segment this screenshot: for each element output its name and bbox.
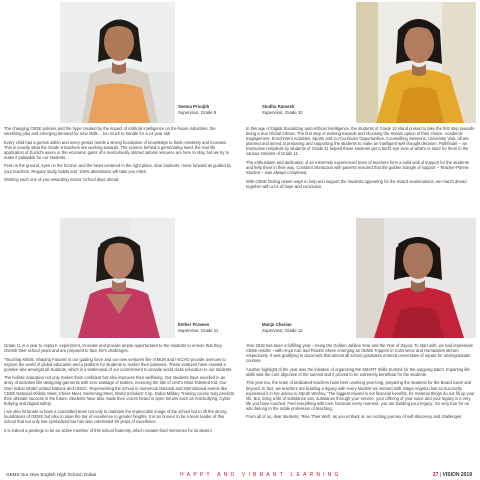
paragraph: I am also fortunate to have a committed team not only to maintain the impeccable image of the school but to lift the strong foundations of GEMS but also to raise the bar of excellence to greater heights. It is an honour to be a team leader of this school that not only has symbolized but has also celebrated 50 years of excellence. (4, 409, 227, 425)
paragraph: Every child has a genius within and every genius needs a strong foundation of knowledge to think creatively and innovate. This is exactly what the Grade 9 teachers are working towards. The science behind a germinating seed, the real life application of Euclid's axiom or the economic gains of a meticulously utilized natural resource are here to stay, but we try to make it palatable for our students. (4, 139, 230, 160)
profile-role: Supervisor, Grade 11 (178, 327, 219, 333)
photo-esther-praveen (60, 218, 175, 338)
page-footer (0, 468, 480, 480)
paragraph: The changing CBSE policies and the hype created by the impact of Artificial intelligence on the future industries, the vanishing jobs and emerging demand for new skills… too much to handle for a 14 year old! (4, 126, 216, 137)
profile-role: Supervisor, Grade 10 (262, 109, 303, 115)
profile-name: Seema Proojith (178, 104, 210, 109)
profile-name: Esther Praveen (178, 322, 210, 327)
paragraph: This year too, the team of dedicated teachers have been working year long, preparing the students for the Board exam and beyond. In fact, we teachers are building a legacy with every student we interact with. Maya Angelou has so succinctly expressed it in her advice to Oprah Winfrey, 'The biggest reward is not financial benefits, for material things do not fill up your life. But, living a life of substance can, substance through your service, your offering of your voice and your legacy is a very life you have touched. Feel everything with love, because every moment, you are building your legacy.' So very true for us who belong to the noble profession of teaching. (246, 380, 475, 411)
profile-name: Manju Cherian (262, 322, 292, 327)
photo-sindhu-ramesh (356, 2, 476, 123)
paragraph: Grade 11 is a year to explore, experiment, innovate and provide ample opportunities to the students to ensure that they cherish their school years and are prepared to face life's challenges. (4, 343, 222, 354)
grade11-text (4, 343, 234, 437)
footer-school-name: GEMS Our Own English High School, Dubai (6, 472, 97, 477)
paragraph: In this age of Digital Socializing and Artificial Intelligence, the students of Grade 10 stand poised to take the first step towards being a true Global Citizen. The first step of working towards and choosing the stream option of their choice. Academic Engagement, Enrichment Activities, Sports and Co-Curricular Opportunities, Counselling Sessions, University Visit, all are planned and aimed at preparing and supporting the students to make an intelligent well thought decision. Pathfinder – an Interactive Helpdesk by students of Grade 11 helped these students get a bird's eye view of what's in store for them in the various streams of Grade 11. (246, 126, 475, 157)
paragraph: The enthusiasm and dedication of an extremely experienced team of teachers form a solid wall of support for the students and help them in their way. Constant interaction with parents ensured that the golden triangle of support – Teacher-Parent-Student – was always completed. (246, 159, 470, 175)
paragraph: 'Touching Minds, Shaping Futures' is our guiding force and our new ventures like VIMUN and I-ECHO provide avenues to explore the world of global education and a platform for students to realize their passions. These ventures have created a positive vibe amongst all students, which is a testimonial of our commitment to provide world class education to our students. (4, 356, 233, 372)
photo-manju-cherian (356, 218, 476, 338)
magazine-title: VISION 2019 (442, 471, 472, 478)
footer-slogan: HAPPY AND VIBRANT LEARNING (180, 471, 342, 478)
grade9-text (4, 126, 234, 186)
caption-seema-proojith (178, 104, 216, 115)
paragraph: From all of us, dear students, 'Rise Thee Well', as you embark on an exciting journey of self-discovery and challenges. (246, 414, 463, 420)
footer-page-info (433, 472, 472, 478)
paragraph: With CBSE finding newer ways to help and support the students appearing for the Board examinations, we march ahead together with a lot of hope and conviction. (246, 178, 467, 189)
caption-sindhu-ramesh (262, 104, 303, 115)
grade12-text (246, 343, 476, 423)
paragraph: Another highlight of the year was the initiative of organizing the SMART Skills Summit for the outgoing batch. Imparting life skills was the core objective of the summit and it proved to be extremely beneficial for the students. (246, 366, 470, 377)
profile-name: Sindhu Ramesh (262, 104, 295, 109)
footer-separator: | (439, 471, 442, 478)
profile-role: Supervisor, Grade 9 (178, 109, 217, 115)
paragraph: Year 2018 has been a fulfilling year – being the Golden Jubilee Year and the Year of Zayed. To start with, we had impressive CBSE results – with Anya Kari and Paruthi Shree emerging as GEMS Toppers in Commerce and Humanities stream respectively. It was gratifying to document that almost all school graduates entered universities of repute for undergraduate courses. (246, 343, 473, 364)
photo-seema-proojith (60, 2, 175, 123)
paragraph: It is indeed a privilege to be an active member of this school fraternity, which creates fond memories for its alumni. (4, 428, 213, 434)
caption-manju-cherian (262, 322, 303, 333)
profile-role: Supervisor, Grade 12 (262, 327, 303, 333)
paragraph: Feet on the ground, eyes on the horizon and the heart centered in the right place, dear students, move forward as guided by your teachers. Regular study habits and '100% attendance will take you miles. (4, 163, 232, 174)
caption-esther-praveen (178, 322, 218, 333)
paragraph: Wishing each one of you rewarding Senior School days ahead. (4, 177, 120, 183)
page-number: 27 (432, 471, 439, 478)
paragraph: The holistic education not only makes them confident but also improves their wellbeing. Our students have excelled in an array of activities like designing garments with zero wastage of textiles, receiving the title of UAE's Most Talented Kid, Our Own Indian Model United Nations and UNOC. Representing the school in numerous National and International events like CBSE National Athletic Meet, Chess Meet, Swimming Meet, World Scholars' Cup, Dubai Military Training course truly predicts their ultimate success in the future. Students have also made their voices heard in open forums such as Anti-bullying, Cyber bullying and Digital safety. (4, 375, 234, 406)
grade10-text (246, 126, 476, 192)
